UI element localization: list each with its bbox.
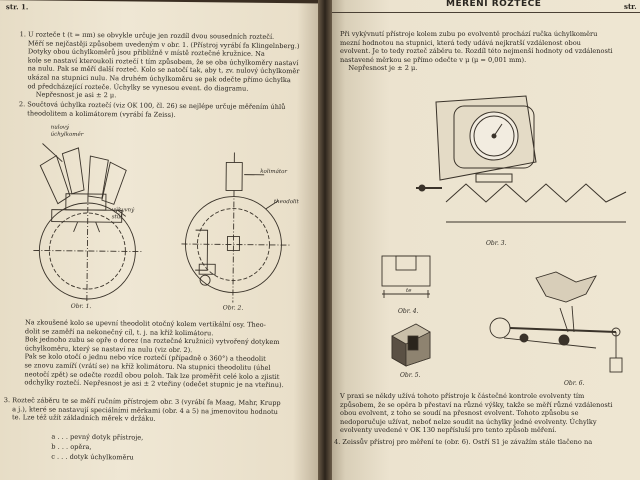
right-page bbox=[326, 0, 640, 480]
legend-item-b: b . . . opěra, bbox=[51, 442, 92, 452]
figure-3-drawing bbox=[416, 92, 636, 237]
label-theodolit: theodolit bbox=[273, 198, 299, 206]
right-paragraph-1: Při vykývnutí přístroje kolem zubu po evolventě prochází ručka úchylkoměru mezní hodnotou na stupnici, která tedy udává nejkratší vzdálenost obou evolvent. Je to tedy rozteč záběru te. Rozdíl této nejmenší hodnoty od vzdálenosti nastavené měrkou se přímo odečte v μ (μ = 0,001 mm). Nepřesnost je ± 2 μ. bbox=[340, 30, 613, 73]
right-paragraph-2: V praxi se někdy užívá tohoto přístroje k částečné kontrole evolventy tím způsobem, že se opěra b přestaví na různé výšky, takže se měří různé vzdálenosti obou evolvent, z toho se soudí na přesnost evolvent. Tohoto způsobu se nedoporučuje užívat, neboť nelze soudit na úchylky jedné evolventy. Úchylky evolventy uvedené v OK 130 nepřísluší pro tento způsob měření. bbox=[340, 392, 613, 435]
left-paragraph-1: 1. U rozteče t (t = πm) se obvykle určuje jen rozdíl dvou sousedních roztečí. Měří se nejčastěji způsobem uvedeným v obr. 1. (Přístroj vyrábí fa Klingelnberg.) Dotyky obou úchylkoměrů jsou přibližně v místě roztečné kružnice. Na kole se nastaví kteroukoli roztečí t tím způsobem, že se oba úchylkoměry nastaví na nulu. Pak se měří další rozteč. Kolo se natočí tak, aby t, zv. nulový úchylkoměr ukázal na stupnici nulu. Na druhém úchylkoměru se pak odečte přímo úchylka od předcházející rozteče. Úchylky se vynesou event. do diagramu. Nepřesnost je asi ± 2 μ. bbox=[18, 30, 300, 100]
left-paragraph-2: 2. Součtová úchylka roztečí (viz OK 100, čl. 26) se nejlépe určuje měřením úhlů theodolitem a kolimátorem (vyrábí fa Zeiss). bbox=[18, 100, 286, 119]
caption-obr-5: Obr. 5. bbox=[400, 372, 421, 379]
legend-item-c: c . . . dotyk úchylkoměru bbox=[51, 452, 134, 462]
figure-6-drawing bbox=[476, 268, 640, 386]
label-vykyvny-stul: výkyvný stůl bbox=[111, 207, 135, 221]
left-paragraph-4: 3. Rozteč záběru te se měří ručním přístrojem obr. 3 (vyrábí fa Maag, Mahr, Krupp a j.), které se nastavují speciálními měrkami (obr. 4 a 5) na jmenovitou hodnotu te. Lze též užít základních měrek v držáku. bbox=[3, 396, 281, 423]
legend-item-a: a . . . pevný dotyk přístroje, bbox=[51, 432, 144, 442]
left-paragraph-3: Na zkoušené kolo se upevní theodolit otočný kolem vertikální osy. Theo- dolit se zaměří na nekonečný cíl, t. j. na kříž kolimátoru. Bok jednoho zubu se opře o dorez (na roztečné kružnici) vytvořený dotykem úchylkoměru, který se nastaví na nulu (viz obr. 2). Pak se kolo otočí o jednu nebo více roztečí (případně o 360°) a theodolit se znovu zamíří (vrátí se) na kříž kolimátoru. Na stupnici theodolitu (úhel neotočí zpět) se odečte rozdíl obou poloh. Tak lze proměřit celé kolo a zjistit odchylky roztečí. Nepřesnost je asi ± 2 vteřiny (odečet stupnic je na vteřinu). bbox=[15, 318, 284, 390]
book-gutter bbox=[318, 0, 332, 480]
right-page-header: str. bbox=[624, 2, 637, 11]
figure-2-drawing bbox=[171, 152, 313, 303]
caption-obr-4: Obr. 4. bbox=[398, 308, 419, 315]
label-te: te bbox=[406, 288, 412, 294]
label-kolimator: kolimátor bbox=[260, 168, 288, 176]
caption-obr-2: Obr. 2. bbox=[222, 304, 244, 312]
right-page-title: MĚŘENÍ ROZTEČE bbox=[446, 0, 542, 9]
label-nulovy-uchylkomer: nulový úchylkoměr bbox=[50, 124, 84, 138]
caption-obr-1: Obr. 1. bbox=[70, 302, 92, 311]
header-rule bbox=[330, 12, 640, 13]
caption-obr-6: Obr. 6. bbox=[564, 380, 585, 387]
caption-obr-3: Obr. 3. bbox=[486, 240, 507, 247]
figure-5-drawing bbox=[386, 320, 436, 368]
figure-4-drawing bbox=[376, 250, 436, 305]
right-paragraph-3: 4. Zeissův přístroj pro měření te (obr. 6). Ostří S1 je závažím stále tlačeno na bbox=[334, 438, 593, 446]
left-page-header: str. 1. bbox=[5, 2, 29, 12]
